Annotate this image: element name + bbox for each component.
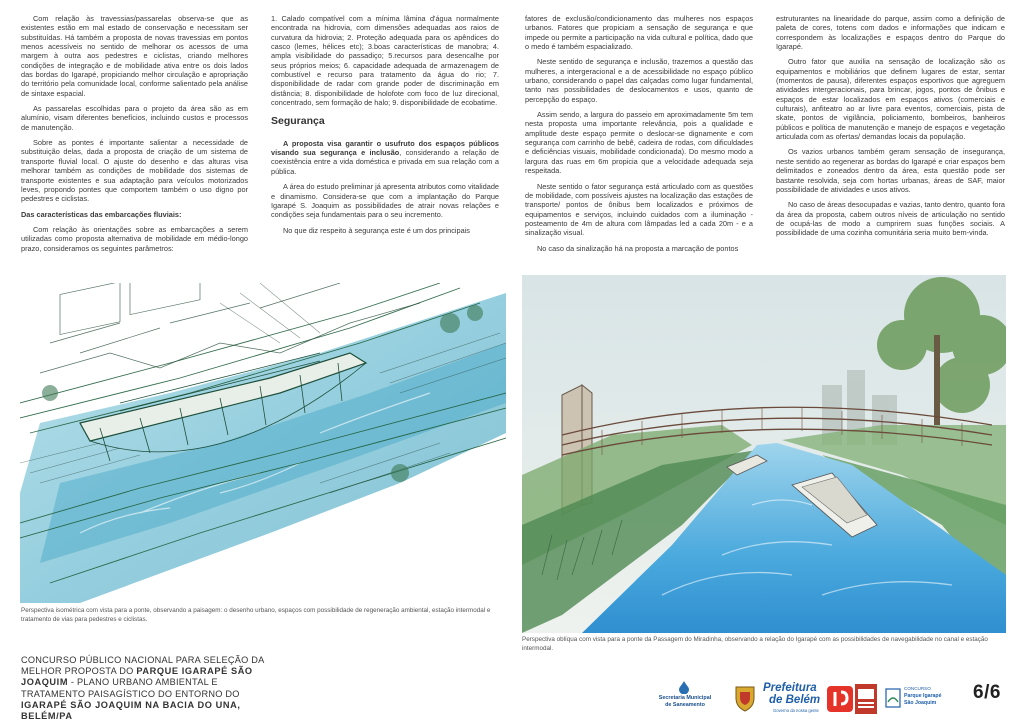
- paragraph: Com relação às travessias/passarelas observa-se que as existentes estão em mal estado de conservação e necessitam ser substituídas. Há também a proposta de novas travessias em pontos menos acessíveis no sentido de melhorar os acessos de uma margem à outra aos pedestres e ciclistas, criando melhores condições de integração e de mobilidade ativa entre os dois lados das bordas do Igarapé, propiciando melhor circulação e apropriação do território pela comunidade local, conforme salientado pela análise de sintaxe espacial.: [21, 14, 248, 98]
- prefeitura-belem-logo: [763, 682, 853, 716]
- parque-igarape-logo: [885, 686, 947, 714]
- paragraph: Neste sentido o fator segurança está articulado com as questões de mobilidade, com possíveis ajustes na localização das estações de transporte/ pontos de ônibus bem localizados e próximos de equipamentos e serviços, incluindo cuidados com a iluminação - posteamento de 4m de altura com lâmpadas led a cada 20m - e a sinalização visual.: [525, 181, 753, 238]
- paragraph: estruturantes na linearidade do parque, assim como a definição de paleta de cores, totens com dados e informações que indicam e correspondem às localizações e espaços dentro do Parque do Igarapé.: [776, 14, 1005, 52]
- title-bold: PARQUE IGARAPÉ SÃO JOAQUIM: [21, 666, 253, 688]
- left-illustration-caption: Perspectiva isométrica com vista para a ponte, observando a paisagem: o desenho urbano, espaços com possibilidade de regeneração ambiental, estação intermodal e tratamento de vias para pedestres e ciclistas.: [21, 607, 491, 623]
- paragraph: No caso da sinalização há na proposta a marcação de pontos: [537, 243, 739, 253]
- text-column-2: [271, 14, 499, 241]
- paragraph: A área do estudo preliminar já apresenta atributos como vitalidade e dinamismo. Considera-se que com a implantação do Parque Igarapé S. Joaquim as possibilidades de atrair novas relações e condições seja fundamentais para o seu incremento.: [271, 182, 499, 220]
- title-text: CONCURSO PÚBLICO NACIONAL PARA SELEÇÃO DA MELHOR PROPOSTA DO: [21, 655, 265, 677]
- paragraph: Neste sentido de segurança e inclusão, trazemos a questão das mulheres, a intergeracional e a de acessibilidade no espaço público urbano, considerando o papel das calçadas como lugar fundamental, tanto nas possibilidades de deslocamentos e usos, quanto de percepção do espaço.: [525, 57, 753, 104]
- logo-text: São Joaquim: [904, 700, 937, 706]
- coat-of-arms-logo: [733, 684, 757, 712]
- paragraph: fatores de exclusão/condicionamento das mulheres nos espaços urbanos. Fatores que propiciam a sensação de segurança e que impede ou permite a participação na vida cultural e política, dado que o medo é também espacializado.: [525, 14, 753, 52]
- prefeitura-emblem-icon: [827, 684, 853, 714]
- title-text: - PLANO URBANO AMBIENTAL E TRATAMENTO PAISAGÍSTICO DO ENTORNO DO: [21, 677, 240, 699]
- paragraph: No que diz respeito à segurança este é um dos principais: [283, 225, 470, 235]
- paragraph: No caso de áreas desocupadas e vazias, tanto dentro, quanto fora da área da proposta, cabem outros níveis de articulação no sentido de ocupá-las de modo a cumprirem suas funções sociais. A possibilidade de uma cozinha comunitária seria muito bem-vinda.: [776, 200, 1005, 238]
- paragraph: [271, 139, 499, 176]
- logo-text: CONCURSO: [904, 686, 931, 691]
- secretaria-saneamento-logo: [655, 688, 715, 712]
- section-subtitle: Das características das embarcações fluviais:: [21, 209, 182, 219]
- sponsor-logos: [655, 682, 945, 718]
- page-number: 6/6: [973, 682, 1001, 703]
- paragraph: Outro fator que auxilia na sensação de localização são os equipamentos e mobiliários que definem lugares de estar, sentar (momentos de pausa), diferentes espaços esportivos que agreguem atividades intergeracionais, para brincar, jogos, pontos de ônibus e espaços de estar localizados em espaços ativos (comerciais e culturais), anfiteatro ao ar livre para eventos, comerciais, pista de skate, pontos de vigilância, policiamento, bombeiros, banheiros públicos e política de manutenção e manejo de espaços e vegetação articulada com as ofertas/ demandas locais da população.: [776, 57, 1005, 142]
- paragraph: Os vazios urbanos também geram sensação de insegurança, neste sentido ao regenerar as bordas do Igarapé e criar espaços bem delimitados e zoneados dentro da área, esta questão pode ser bastante resolvida, seja com hortas urbanas, áreas de SAF, maior possibilidade de atividades e usos ativos.: [776, 147, 1005, 194]
- paragraph: As passarelas escolhidas para o projeto da área são as em alumínio, visam diferentes benefícios, incluindo custos e processos de manutenção.: [21, 104, 248, 132]
- logo-text: Parque Igarapé: [904, 693, 942, 699]
- logo-text: Secretaria Municipal: [658, 695, 712, 701]
- paragraph: Sobre as pontes é importante salientar a necessidade de substituição delas, dada a proposta de criação de um sistema de transporte fluvial local. O ajuste do desenho e das alturas visa melhorar também as condições de mobilidade dos sistemas de transporte existentes e sua adaptação para veículos motorizados leves, propondo pontes que comportem também o uso digno por pedestres e ciclistas.: [21, 138, 248, 204]
- anniversary-badge-logo: [855, 684, 877, 714]
- logo-text: Prefeitura: [763, 682, 817, 694]
- paragraph: 1. Calado compatível com a mínima lâmina d'água normalmente encontrada na hidrovia, com dimensões adequadas aos raios de curvatura da hidrovia; 2. Proteção adequada para os apêndices do casco (lemes, hélices etc); 3.boas características de manobra; 4. ampla visibilidade do passadiço; 5.recursos para desencalhe por seus próprios meios; 6. capacidade adequada de armazenagem de combustível e recurso para tratamento da água do rio; 7. disponibilidade de radar com grande poder de discriminação em distância; 8. disponibilidade de holofote com foco de luz direcional, concentrado, sem formação de halo; 9. disponibilidade de ecobatime.: [271, 14, 499, 108]
- right-illustration-caption: Perspectiva oblíqua com vista para a ponte da Passagem do Miradinha, observando a relação do Igarapé com as possibilidades de navegabilidade no canal e estação intermodal.: [522, 636, 988, 652]
- title-bold: IGARAPÉ SÃO JOAQUIM NA BACIA DO UNA, BELÉM/PA: [21, 699, 241, 722]
- text-column-1: [21, 14, 248, 259]
- isometric-bridge-illustration: [20, 283, 506, 603]
- paragraph: Com relação às orientações sobre as embarcações a serem utilizadas como proposta alternativa de mobilidade em médio-longo prazo, consideramos os seguintes parâmetros:: [21, 224, 248, 253]
- bold-text: A proposta visa garantir o usufruto dos espaços públicos visando sua segurança e inclusão: [271, 138, 499, 158]
- text-column-3: [525, 14, 753, 259]
- logo-subtext: Governo da nossa gente: [773, 708, 819, 713]
- oblique-canal-illustration: [522, 275, 1006, 633]
- contest-title: [21, 655, 283, 722]
- section-heading: Segurança: [271, 115, 325, 128]
- text: , considerando a relação de coexistência entre a vida doméstica e privada em sua relação com a pública.: [271, 148, 499, 176]
- text-column-4: [776, 14, 1005, 244]
- paragraph: Assim sendo, a largura do passeio em aproximadamente 5m tem nesta proposta uma importante relevância, pois a qualidade e amplitude deste espaço permite o deslocar-se dignamente e com segurança com carrinho de bebê, cadeira de rodas, com dificuldades e deficiências visuais, mobilidade condicionada). Do mesmo modo a largura das ruas em 6m propicia que a velocidade adequada seja respeitada.: [525, 110, 753, 176]
- droplet-icon: [677, 680, 691, 694]
- park-icon: [885, 688, 901, 708]
- logo-text: de Belém: [769, 694, 821, 706]
- logo-text: de Saneamento: [665, 702, 705, 708]
